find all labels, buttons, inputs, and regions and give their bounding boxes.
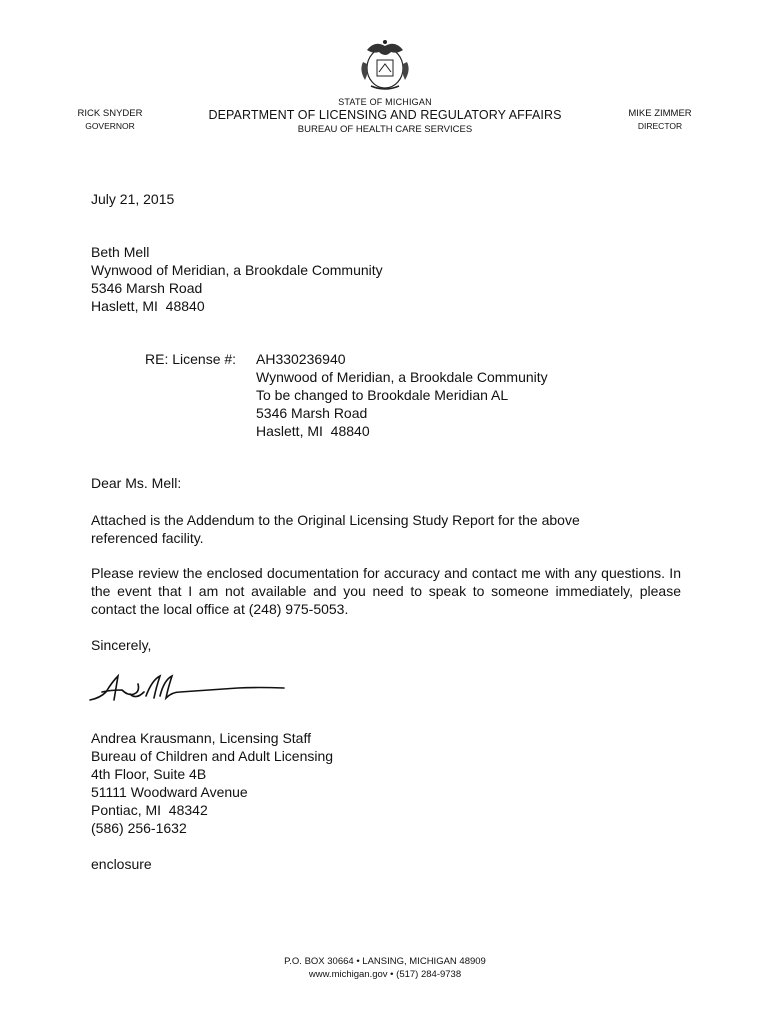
re-city: Haslett, MI 48840 [256, 423, 370, 439]
governor-name: RICK SNYDER [77, 108, 143, 119]
letter-date: July 21, 2015 [91, 191, 175, 207]
sender-bureau: Bureau of Children and Adult Licensing [91, 748, 334, 764]
enclosure-note: enclosure [91, 856, 152, 872]
recipient-street: 5346 Marsh Road [91, 280, 203, 296]
re-change-note: To be changed to Brookdale Meridian AL [256, 387, 509, 403]
re-facility: Wynwood of Meridian, a Brookdale Community [256, 369, 548, 385]
recipient-city: Haslett, MI 48840 [91, 298, 205, 314]
footer-address: P.O. BOX 30664 • LANSING, MICHIGAN 48909 [284, 956, 486, 967]
state-name: STATE OF MICHIGAN [338, 97, 432, 107]
bureau-name: BUREAU OF HEALTH CARE SERVICES [297, 124, 473, 135]
sender-street: 51111 Woodward Avenue [91, 784, 248, 800]
re-street: 5346 Marsh Road [256, 405, 368, 421]
director-title: DIRECTOR [637, 121, 683, 131]
closing: Sincerely, [91, 637, 152, 653]
re-label: RE: License #: [145, 351, 237, 367]
sender-floor: 4th Floor, Suite 4B [91, 766, 207, 782]
state-seal-icon [357, 36, 413, 94]
paragraph-2: Please review the enclosed documentation for accuracy and contact me with any questions. In the event that I am not available and you need to speak to someone immediately, please contact the local office at (248) 975-5053. [91, 565, 681, 617]
footer-contact: www.michigan.gov • (517) 284-9738 [308, 969, 462, 980]
recipient-name: Beth Mell [91, 244, 150, 260]
sender-name: Andrea Krausmann, Licensing Staff [91, 730, 311, 746]
sender-phone: (586) 256-1632 [91, 820, 187, 836]
paragraph-1: Attached is the Addendum to the Original Licensing Study Report for the above referenced facility. [91, 512, 580, 546]
director-name: MIKE ZIMMER [628, 108, 692, 119]
department-name: DEPARTMENT OF LICENSING AND REGULATORY AFFAIRS [208, 108, 562, 122]
sender-city: Pontiac, MI 48342 [91, 802, 208, 818]
salutation: Dear Ms. Mell: [91, 475, 182, 491]
governor-title: GOVERNOR [85, 121, 135, 131]
license-number: AH330236940 [256, 351, 346, 367]
handwritten-signature [88, 670, 288, 710]
recipient-org: Wynwood of Meridian, a Brookdale Community [91, 262, 383, 278]
